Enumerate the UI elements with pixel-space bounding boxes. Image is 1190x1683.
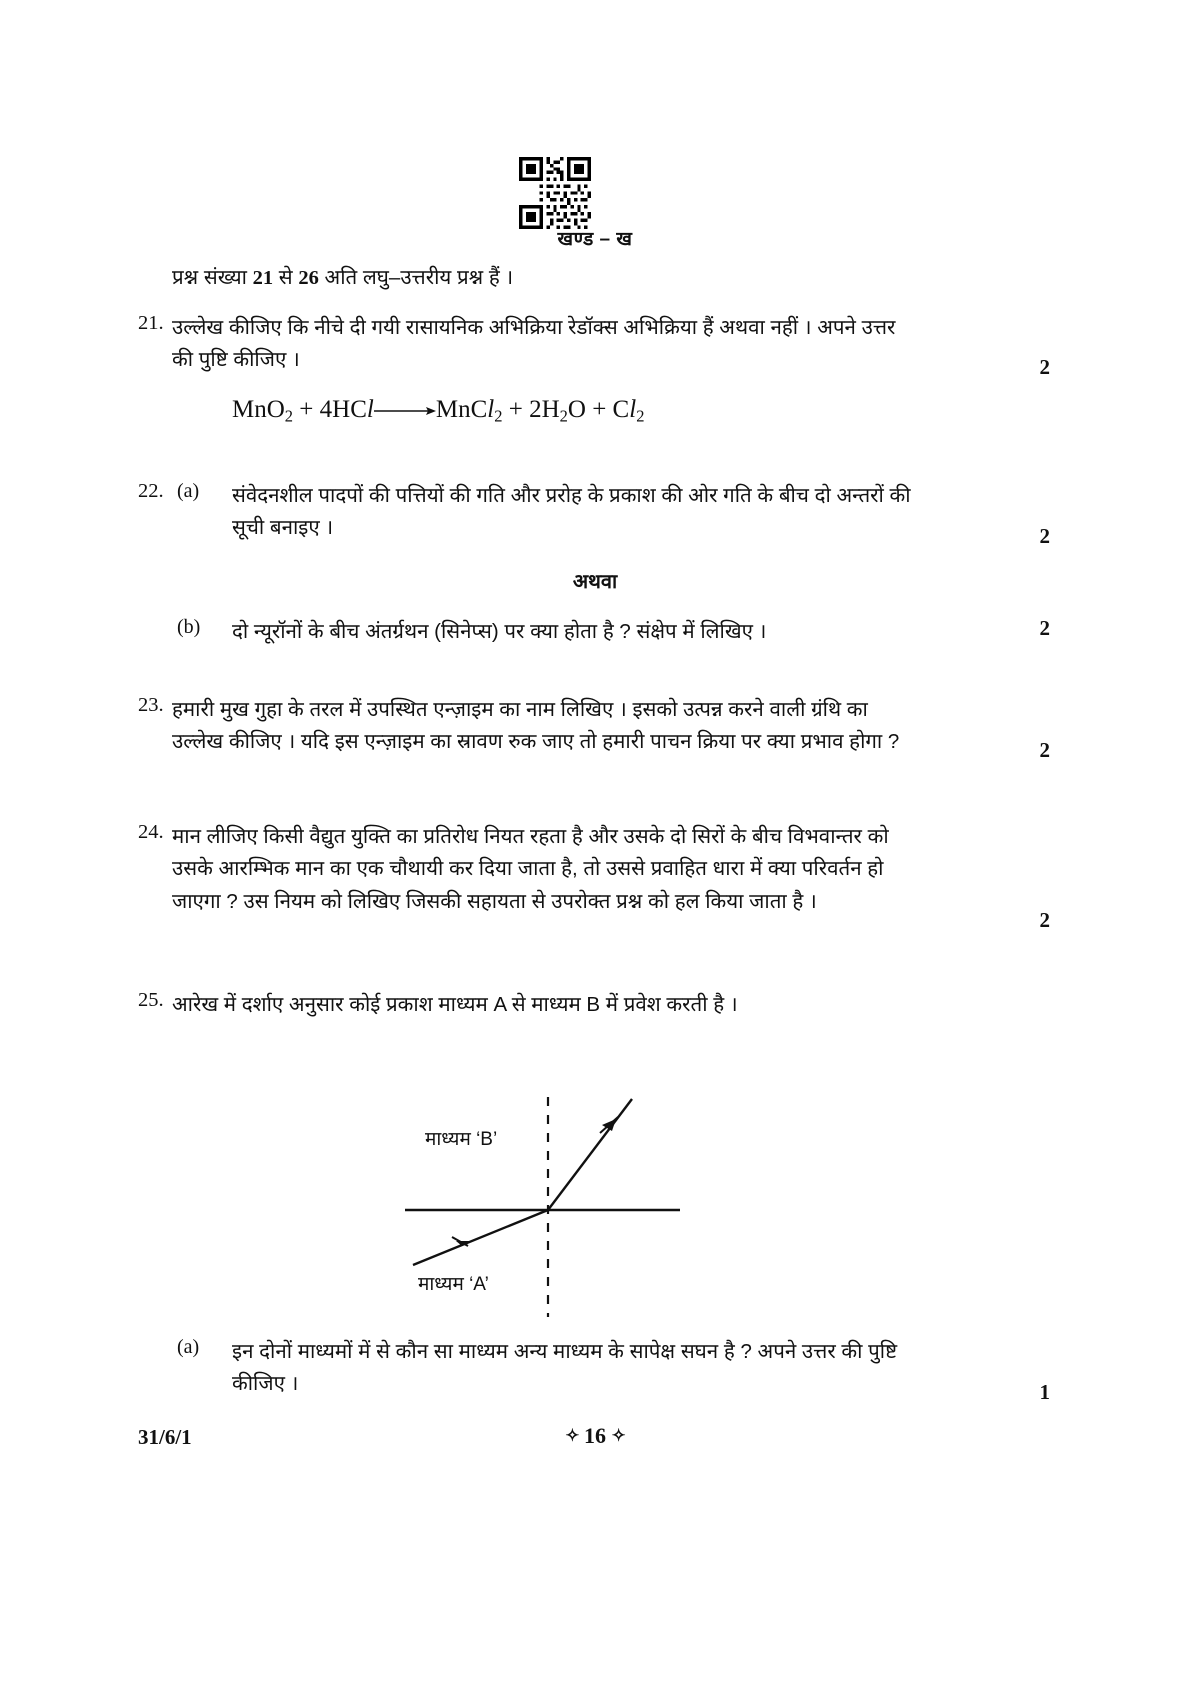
question-text-21 [172, 312, 895, 377]
question-text-22b [232, 616, 766, 648]
eq-plus-2: + [508, 396, 523, 423]
question-22-part-a-label: (a) [177, 480, 200, 502]
q25a-line-2: कीजिए । [232, 1372, 299, 1396]
refraction-diagram [380, 1085, 780, 1335]
q24-line-2: उसके आरम्भिक मान का एक चौथायी कर दिया जाता है, तो उससे प्रवाहित धारा में क्या परिवर्तन हो [172, 857, 884, 881]
eq-product-1: MnC [435, 396, 488, 423]
question-text-22a [232, 480, 911, 545]
eq-product-3: C [612, 396, 630, 423]
q25-line-1: आरेख में दर्शाए अनुसार कोई प्रकाश माध्यम A से माध्यम B में प्रवेश करती है । [172, 993, 738, 1016]
question-text-25a [232, 1336, 897, 1401]
eq-plus-1: + [299, 396, 314, 423]
eq-reactant-1-sub: 2 [284, 406, 294, 426]
q21-line-2: की पुष्टि कीजिए । [172, 348, 300, 372]
qr-code [519, 157, 591, 229]
diagram-label-medium-b: माध्यम ‘B’ [425, 1129, 498, 1150]
eq-reactant-2-coeff: 4 [319, 396, 333, 423]
question-number-22: 22. [138, 480, 164, 502]
paper-code: 31/6/1 [138, 1425, 192, 1449]
page-number: 16 [584, 1423, 606, 1448]
question-25-part-a-label: (a) [177, 1336, 200, 1358]
ornament-left-icon: ✧ [565, 1426, 579, 1445]
marks-q23: 2 [1039, 738, 1050, 762]
q22b-line-1: दो न्यूरॉनों के बीच अंतर्ग्रथन (सिनेप्स) पर क्या होता है ? संक्षेप में लिखिए । [232, 620, 767, 643]
eq-product-1-l: l [487, 396, 495, 423]
eq-product-3-sub: 2 [636, 406, 645, 426]
question-text-24 [172, 821, 889, 918]
eq-product-2-coeff: 2 [529, 396, 542, 423]
eq-plus-3: + [592, 396, 607, 423]
question-22-part-b-label: (b) [177, 616, 201, 638]
q24-line-1: मान लीजिए किसी वैद्युत युक्ति का प्रतिरोध नियत रहता है और उसके दो सिरों के बीच विभवान्तर को [172, 825, 889, 848]
eq-reactant-1: MnO [232, 396, 285, 423]
question-number-21: 21. [138, 312, 164, 334]
eq-product-3-l: l [629, 396, 637, 423]
eq-reactant-2-l: l [366, 396, 374, 423]
marks-q22a: 2 [1039, 524, 1050, 548]
question-text-25 [172, 989, 738, 1021]
diagram-label-medium-a: माध्यम ‘A’ [418, 1274, 489, 1295]
incident-ray [413, 1210, 548, 1265]
q22a-line-2: सूची बनाइए । [232, 516, 334, 540]
question-number-24: 24. [138, 821, 164, 843]
marks-q25a: 1 [1039, 1380, 1050, 1404]
page-footer [0, 1423, 1190, 1449]
q21-line-1: उल्लेख कीजिए कि नीचे दी गयी रासायनिक अभिक्रिया रेडॉक्स अभिक्रिया हैं अथवा नहीं । अपने उत्तर [172, 316, 896, 339]
question-text-23 [172, 694, 899, 759]
marks-q21: 2 [1039, 355, 1050, 379]
section-heading: खण्ड – ख [557, 229, 633, 250]
eq-product-2a: H [541, 396, 560, 423]
reaction-arrow-icon [374, 399, 436, 424]
section-instruction: प्रश्न संख्या 21 से 26 अति लघु–उत्तरीय प्रश्न हैं । [172, 266, 514, 289]
q23-line-2: उल्लेख कीजिए । यदि इस एन्ज़ाइम का स्रावण रुक जाए तो हमारी पाचन क्रिया पर क्या प्रभाव होगा ? [172, 730, 900, 754]
eq-product-2-sub: 2 [559, 406, 568, 426]
question-number-25: 25. [138, 989, 164, 1011]
q22a-line-1: संवेदनशील पादपों की पत्तियों की गति और प्ररोह के प्रकाश की ओर गति के बीच दो अन्तरों की [232, 484, 911, 507]
marks-q24: 2 [1039, 908, 1050, 932]
ornament-right-icon: ✧ [611, 1426, 625, 1445]
refracted-ray [548, 1099, 632, 1210]
q24-line-3: जाएगा ? उस नियम को लिखिए जिसकी सहायता से उपरोक्त प्रश्न को हल किया जाता है । [172, 889, 817, 913]
q23-line-1: हमारी मुख गुहा के तरल में उपस्थित एन्ज़ाइम का नाम लिखिए । इसको उत्पन्न करने वाली ग्रंथि का [172, 698, 868, 721]
question-number-23: 23. [138, 694, 164, 716]
eq-reactant-2: HC [332, 396, 367, 423]
eq-product-2b: O [567, 396, 586, 423]
marks-q22b: 2 [1039, 616, 1050, 640]
or-separator-22: अथवा [572, 571, 618, 593]
chemical-equation-q21 [232, 396, 644, 427]
eq-product-1-sub: 2 [494, 406, 503, 426]
q25a-line-1: इन दोनों माध्यमों में से कौन सा माध्यम अन्य माध्यम के सापेक्ष सघन है ? अपने उत्तर की पुष्टि [232, 1340, 898, 1363]
